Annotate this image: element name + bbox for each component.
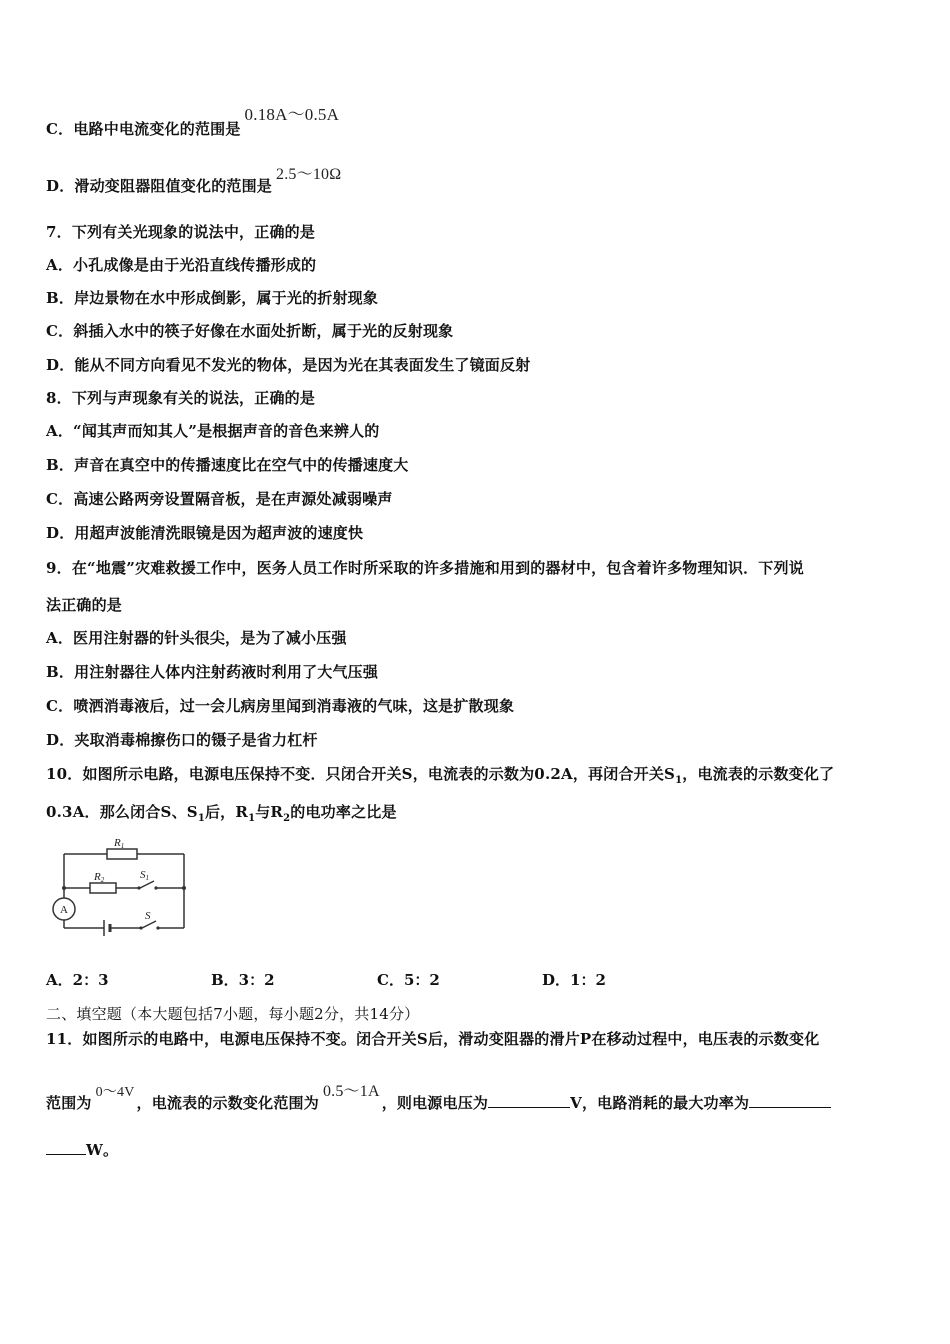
q11-line2-part-b: ，电流表的示数变化范围为 xyxy=(136,1094,319,1112)
label-s1: S1 xyxy=(140,869,149,882)
q10-line2-part-d: 的电功率之比是 xyxy=(290,803,397,821)
label-s: S xyxy=(145,910,151,922)
q6-option-d-text: D．滑动变阻器阻值变化的范围是 xyxy=(46,177,273,195)
q11-stem-line1: 11．如图所示的电路中，电源电压保持不变。闭合开关S后，滑动变阻器的滑片P在移动过程中，电压表的示数变化 xyxy=(46,1030,820,1048)
q11-stem-line3 xyxy=(46,1139,118,1160)
q10-option-c: C．5：2 xyxy=(377,971,440,989)
q7-option-d: D．能从不同方向看见不发光的物体，是因为光在其表面发生了镜面反射 xyxy=(46,356,531,374)
section2-heading: 二、填空题（本大题包括7小题，每小题2分，共14分） xyxy=(46,1005,420,1023)
q8-option-b: B．声音在真空中的传播速度比在空气中的传播速度大 xyxy=(46,456,409,474)
q6-option-d xyxy=(46,166,343,196)
q10-line2-sub1: 1 xyxy=(197,813,205,824)
q10-option-a: A．2：3 xyxy=(46,971,109,989)
q8-option-c: C．高速公路两旁设置隔音板，是在声源处减弱噪声 xyxy=(46,490,393,508)
q9-option-a: A．医用注射器的针头很尖，是为了减小压强 xyxy=(46,629,347,647)
q10-option-d: D．1：2 xyxy=(542,971,606,989)
q10-circuit-diagram xyxy=(44,836,194,940)
q11-line2-part-c: ，则电源电压为 xyxy=(381,1094,489,1112)
q10-line2-part-b: 后，R xyxy=(204,803,249,821)
q10-line1-part-b: ，电流表的示数变化了 xyxy=(682,765,835,783)
q6-option-c-text: C．电路中电流变化的范围是 xyxy=(46,120,241,138)
switch-s1-blade xyxy=(140,881,154,888)
label-r2: R2 xyxy=(94,871,105,884)
q6-option-c-math: 0.18A～0.5A xyxy=(244,105,340,124)
answer-blank-power-part1[interactable] xyxy=(749,1093,831,1108)
q7-stem: 7．下列有关光现象的说法中，正确的是 xyxy=(46,223,316,241)
q9-stem-line2: 法正确的是 xyxy=(46,596,123,614)
q11-line2-part-d: V，电路消耗的最大功率为 xyxy=(570,1094,750,1112)
q11-line2-part-a: 范围为 xyxy=(46,1094,92,1112)
q6-option-d-math: 2.5～10Ω xyxy=(276,166,342,183)
q10-line1-sub: 1 xyxy=(675,775,683,786)
q11-math-voltage-range: 0～4V xyxy=(95,1085,135,1100)
q10-option-b: B．3：2 xyxy=(211,971,275,989)
q10-stem-line2 xyxy=(46,801,397,824)
switch-s1-contact-b xyxy=(154,886,157,889)
q8-stem: 8．下列与声现象有关的说法，正确的是 xyxy=(46,389,316,407)
q8-option-a: A．“闻其声而知其人”是根据声音的音色来辨人的 xyxy=(46,422,380,440)
q11-math-current-range: 0.5～1A xyxy=(322,1083,380,1100)
label-r1: R1 xyxy=(114,837,125,850)
switch-s-contact-b xyxy=(156,926,159,929)
q9-option-c: C．喷洒消毒液后，过一会儿病房里闻到消毒液的气味，这是扩散现象 xyxy=(46,697,515,715)
junction-right xyxy=(182,886,186,890)
label-ammeter: A xyxy=(60,904,68,916)
q10-line2-part-a: 0.3A．那么闭合S、S xyxy=(46,803,198,821)
q10-line2-sub3: 2 xyxy=(283,813,291,824)
q10-line2-part-c: 与R xyxy=(255,803,284,821)
junction-left xyxy=(62,886,66,890)
q7-option-b: B．岸边景物在水中形成倒影，属于光的折射现象 xyxy=(46,289,379,307)
resistor-r2 xyxy=(90,883,116,893)
switch-s-blade xyxy=(142,921,156,928)
answer-blank-voltage[interactable] xyxy=(488,1093,570,1108)
q10-line1-part-a: 10．如图所示电路，电源电压保持不变．只闭合开关S，电流表的示数为0.2A，再闭合开关S xyxy=(46,765,676,783)
q10-stem-line1 xyxy=(46,763,834,786)
switch-s-contact-a xyxy=(139,926,142,929)
q11-stem-line2 xyxy=(46,1083,831,1113)
answer-blank-power-part2[interactable] xyxy=(46,1140,86,1155)
q9-option-b: B．用注射器往人体内注射药液时利用了大气压强 xyxy=(46,663,379,681)
q7-option-a: A．小孔成像是由于光沿直线传播形成的 xyxy=(46,256,317,274)
q9-option-d: D．夹取消毒棉擦伤口的镊子是省力杠杆 xyxy=(46,731,318,749)
q9-stem-line1: 9．在“地震”灾难救援工作中，医务人员工作时所采取的许多措施和用到的器材中，包含着许多物理知识．下列说 xyxy=(46,559,804,577)
resistor-r1 xyxy=(107,849,137,859)
q6-option-c xyxy=(46,105,341,139)
switch-s1-contact-a xyxy=(137,886,140,889)
q10-line2-sub2: 1 xyxy=(248,813,256,824)
q8-option-d: D．用超声波能清洗眼镜是因为超声波的速度快 xyxy=(46,524,364,542)
q11-line3-text: W。 xyxy=(86,1141,119,1159)
q7-option-c: C．斜插入水中的筷子好像在水面处折断，属于光的反射现象 xyxy=(46,322,454,340)
